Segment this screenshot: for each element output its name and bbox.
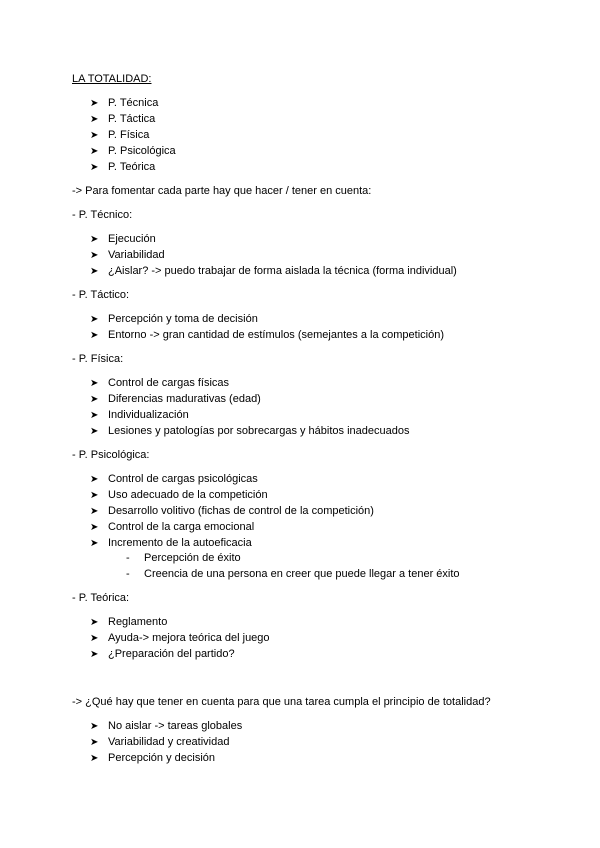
arrow-bullet-icon: ➤ xyxy=(90,130,99,141)
list-item: ➤ Ayuda-> mejora teórica del juego xyxy=(90,632,270,644)
arrow-bullet-icon: ➤ xyxy=(90,234,99,245)
list-item: ➤ Incremento de la autoeficacia xyxy=(90,537,252,549)
list-item: ➤ Percepción y toma de decisión xyxy=(90,313,258,325)
list-item: ➤ Variabilidad y creatividad xyxy=(90,736,230,748)
arrow-bullet-icon: ➤ xyxy=(90,617,99,628)
arrow-bullet-icon: ➤ xyxy=(90,721,99,732)
arrow-bullet-icon: ➤ xyxy=(90,114,99,125)
sub-list-item: - Creencia de una persona en creer que puede llegar a tener éxito xyxy=(126,568,460,580)
list-item: ➤ Variabilidad xyxy=(90,249,165,261)
arrow-bullet-icon: ➤ xyxy=(90,410,99,421)
arrow-bullet-icon: ➤ xyxy=(90,633,99,644)
arrow-bullet-icon: ➤ xyxy=(90,426,99,437)
arrow-bullet-icon: ➤ xyxy=(90,538,99,549)
arrow-bullet-icon: ➤ xyxy=(90,753,99,764)
list-item: ➤ P. Psicológica xyxy=(90,145,176,157)
list-item: ➤ Desarrollo volitivo (fichas de control de la competición) xyxy=(90,505,374,517)
list-item: ➤ Percepción y decisión xyxy=(90,752,216,764)
section-heading-teorica: - P. Teórica: xyxy=(72,592,130,604)
arrow-bullet-icon: ➤ xyxy=(90,146,99,157)
doc-title: LA TOTALIDAD: xyxy=(72,73,152,85)
arrow-bullet-icon: ➤ xyxy=(90,506,99,517)
list-item: ➤ Diferencias madurativas (edad) xyxy=(90,393,261,405)
arrow-bullet-icon: ➤ xyxy=(90,162,99,173)
arrow-bullet-icon: ➤ xyxy=(90,394,99,405)
arrow-bullet-icon: ➤ xyxy=(90,737,99,748)
list-item: ➤ Uso adecuado de la competición xyxy=(90,489,268,501)
arrow-bullet-icon: ➤ xyxy=(90,266,99,277)
list-item: ➤ P. Técnica xyxy=(90,97,159,109)
arrow-bullet-icon: ➤ xyxy=(90,378,99,389)
arrow-bullet-icon: ➤ xyxy=(90,250,99,261)
list-item: ➤ P. Física xyxy=(90,129,150,141)
arrow-bullet-icon: ➤ xyxy=(90,330,99,341)
list-item: ➤ Individualización xyxy=(90,409,189,421)
dash-bullet-icon: - xyxy=(126,552,130,564)
arrow-bullet-icon: ➤ xyxy=(90,474,99,485)
list-item: ➤ P. Táctica xyxy=(90,113,156,125)
list-item: ➤ Control de cargas psicológicas xyxy=(90,473,258,485)
list-item: ➤ ¿Aislar? -> puedo trabajar de forma aislada la técnica (forma individual) xyxy=(90,265,457,277)
list-item: ➤ Entorno -> gran cantidad de estímulos (semejantes a la competición) xyxy=(90,329,444,341)
arrow-bullet-icon: ➤ xyxy=(90,522,99,533)
sub-list-item: - Percepción de éxito xyxy=(126,552,241,564)
arrow-bullet-icon: ➤ xyxy=(90,490,99,501)
section-heading-tactico: - P. Táctico: xyxy=(72,289,130,301)
list-item: ➤ Reglamento xyxy=(90,616,168,628)
list-item: ➤ Ejecución xyxy=(90,233,156,245)
arrow-bullet-icon: ➤ xyxy=(90,314,99,325)
list-item: ➤ P. Teórica xyxy=(90,161,156,173)
section-heading-tecnico: - P. Técnico: xyxy=(72,209,133,221)
list-item: ➤ ¿Preparación del partido? xyxy=(90,648,235,660)
section-heading-fisica: - P. Física: xyxy=(72,353,124,365)
list-item: ➤ Lesiones y patologías por sobrecargas y hábitos inadecuados xyxy=(90,425,410,437)
pregunta-paragraph: -> ¿Qué hay que tener en cuenta para que una tarea cumpla el principio de totalidad? xyxy=(72,696,491,708)
list-item: ➤ Control de la carga emocional xyxy=(90,521,255,533)
fomentar-paragraph: -> Para fomentar cada parte hay que hacer / tener en cuenta: xyxy=(72,185,372,197)
list-item: ➤ No aislar -> tareas globales xyxy=(90,720,243,732)
dash-bullet-icon: - xyxy=(126,568,130,580)
list-item: ➤ Control de cargas físicas xyxy=(90,377,230,389)
section-heading-psicologica: - P. Psicológica: xyxy=(72,449,150,461)
arrow-bullet-icon: ➤ xyxy=(90,98,99,109)
arrow-bullet-icon: ➤ xyxy=(90,649,99,660)
